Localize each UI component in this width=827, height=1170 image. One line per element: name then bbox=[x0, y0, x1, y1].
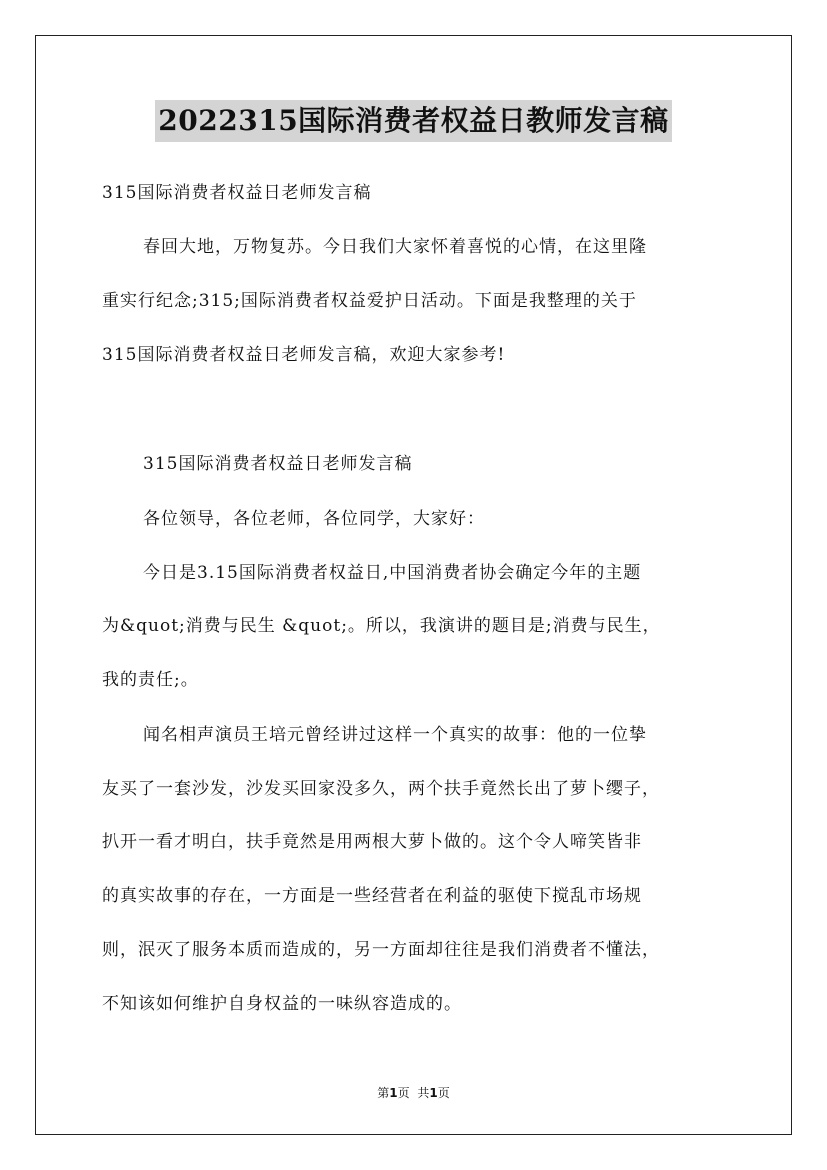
page-footer bbox=[0, 1084, 827, 1101]
story-line-3: 扒开一看才明白，扶手竟然是用两根大萝卜做的。这个令人啼笑皆非 bbox=[102, 832, 642, 852]
section-heading: 315国际消费者权益日老师发言稿 bbox=[143, 454, 413, 474]
document-title: 2022315国际消费者权益日教师发言稿 bbox=[155, 100, 671, 142]
body-line-3: 我的责任;。 bbox=[102, 670, 199, 690]
body-line-2: 为&quot;消费与民生 &quot;。所以，我演讲的题目是;消费与民生， bbox=[102, 616, 661, 636]
total-pages: 1 bbox=[429, 1086, 438, 1100]
story-line-4: 的真实故事的存在，一方面是一些经营者在利益的驱使下搅乱市场规 bbox=[102, 886, 642, 906]
subtitle-line: 315国际消费者权益日老师发言稿 bbox=[102, 183, 372, 203]
page-prefix: 第 bbox=[377, 1086, 390, 1100]
intro-line-3: 315国际消费者权益日老师发言稿，欢迎大家参考! bbox=[102, 345, 506, 365]
story-line-5: 则，泯灭了服务本质而造成的，另一方面却往往是我们消费者不懂法， bbox=[102, 940, 660, 960]
intro-line-2: 重实行纪念;315;国际消费者权益爱护日活动。下面是我整理的关于 bbox=[102, 291, 637, 311]
total-suffix: 页 bbox=[437, 1086, 450, 1100]
total-prefix: 共 bbox=[417, 1086, 430, 1100]
intro-line-1: 春回大地，万物复苏。今日我们大家怀着喜悦的心情，在这里隆 bbox=[143, 237, 647, 257]
greeting-line: 各位领导，各位老师，各位同学，大家好： bbox=[143, 509, 485, 529]
story-line-6: 不知该如何维护自身权益的一味纵容造成的。 bbox=[102, 994, 462, 1014]
page-suffix: 页 bbox=[397, 1086, 410, 1100]
body-line-1: 今日是3.15国际消费者权益日,中国消费者协会确定今年的主题 bbox=[143, 563, 642, 583]
title-container bbox=[0, 100, 827, 142]
story-line-2: 友买了一套沙发，沙发买回家没多久，两个扶手竟然长出了萝卜缨子， bbox=[102, 779, 660, 799]
page-number: 1 bbox=[389, 1086, 398, 1100]
story-line-1: 闻名相声演员王培元曾经讲过这样一个真实的故事：他的一位挚 bbox=[143, 725, 647, 745]
